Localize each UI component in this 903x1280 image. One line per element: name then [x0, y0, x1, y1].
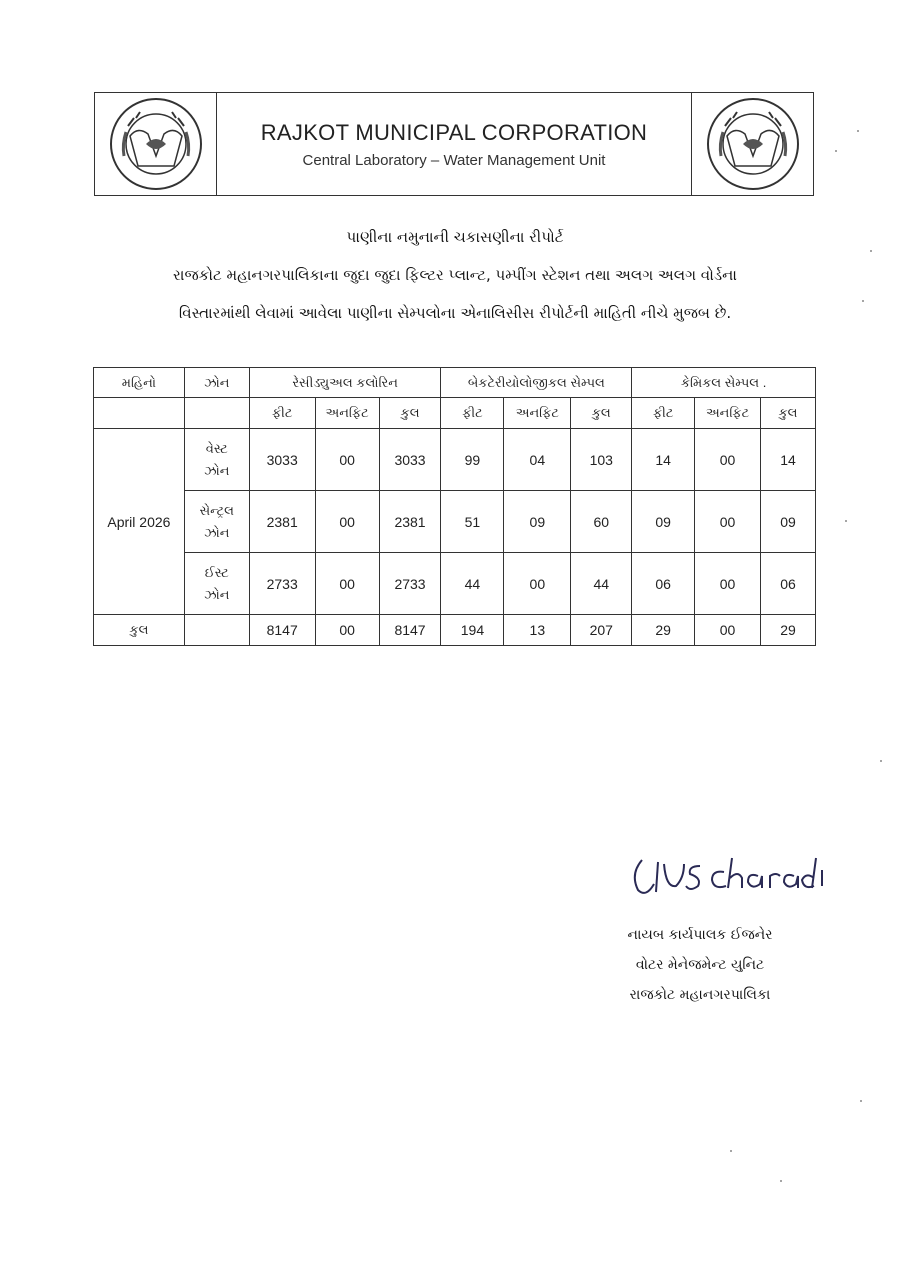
subheader-fit: ફીટ	[249, 398, 315, 429]
zone-name-line-1: વેસ્ટ	[205, 440, 228, 456]
organization: રાજકોટ મહાનગરપાલિકા	[629, 987, 771, 1003]
zone-cell	[184, 553, 249, 615]
value-cell: 00	[504, 553, 571, 615]
report-description-line-2: વિસ્તારમાંથી લેવામાં આવેલા પાણીના સેમ્પલોના એનાલિસીસ રીપોર્ટની માહિતી નીચે મુજબ છે.	[178, 304, 732, 322]
total-cell: 207	[571, 615, 632, 646]
total-cell: 8147	[379, 615, 441, 646]
table-row	[94, 429, 816, 491]
value-cell: 00	[315, 491, 379, 553]
letterhead-title	[217, 93, 691, 195]
subheader-total: કુલ	[571, 398, 632, 429]
total-cell: 13	[504, 615, 571, 646]
value-cell: 51	[441, 491, 504, 553]
water-sample-table	[93, 367, 816, 646]
value-cell: 44	[441, 553, 504, 615]
value-cell: 2733	[249, 553, 315, 615]
value-cell: 06	[761, 553, 816, 615]
logo-right-cell	[691, 93, 813, 195]
scan-speck	[880, 760, 882, 762]
scan-speck	[845, 520, 847, 522]
total-cell: 8147	[249, 615, 315, 646]
total-cell: 29	[761, 615, 816, 646]
value-cell: 00	[315, 429, 379, 491]
header-chemical: કેમિકલ સેમ્પલ .	[632, 368, 816, 398]
value-cell: 06	[632, 553, 695, 615]
report-description-line-1: રાજકોટ મહાનગરપાલિકાના જુદા જુદા ફિલ્ટર પ્લાન્ટ, પમ્પીંગ સ્ટેશન તથા અલગ અલગ વોર્ડના	[173, 266, 737, 284]
value-cell: 09	[632, 491, 695, 553]
table-header-row	[94, 368, 816, 398]
header-month: મહિનો	[94, 368, 185, 398]
header-residual-chlorine: રેસીડ્યુઅલ કલોરિન	[249, 368, 441, 398]
value-cell: 00	[695, 491, 761, 553]
zone-name-line-2: ઝોન	[204, 524, 230, 540]
scan-speck	[780, 1180, 782, 1182]
value-cell: 3033	[379, 429, 441, 491]
table-row	[94, 491, 816, 553]
scan-speck	[730, 1150, 732, 1152]
logo-left-cell	[95, 93, 217, 195]
scan-speck	[860, 1100, 862, 1102]
value-cell: 04	[504, 429, 571, 491]
value-cell: 14	[761, 429, 816, 491]
header-bacteriological: બેકટેરીયોલોજીકલ સેમ્પલ	[441, 368, 632, 398]
report-title: પાણીના નમુનાની ચકાસણીના રીપોર્ટ	[346, 228, 564, 246]
scan-speck	[857, 130, 859, 132]
table-row	[94, 553, 816, 615]
value-cell: 14	[632, 429, 695, 491]
zone-name-line-2: ઝોન	[204, 586, 230, 602]
subheader-empty	[184, 398, 249, 429]
subheader-unfit: અનફિટ	[315, 398, 379, 429]
value-cell: 99	[441, 429, 504, 491]
municipal-seal-icon	[108, 96, 204, 192]
subheader-fit: ફીટ	[441, 398, 504, 429]
scan-speck	[870, 250, 872, 252]
scan-speck	[835, 150, 837, 152]
subheader-total: કુલ	[761, 398, 816, 429]
header-zone: ઝોન	[184, 368, 249, 398]
total-cell: 00	[695, 615, 761, 646]
value-cell: 60	[571, 491, 632, 553]
total-empty	[184, 615, 249, 646]
value-cell: 09	[761, 491, 816, 553]
subheader-empty	[94, 398, 185, 429]
table-total-row	[94, 615, 816, 646]
department: વોટર મેનેજમેન્ટ યુનિટ	[635, 957, 765, 973]
letterhead	[94, 92, 814, 196]
subheader-total: કુલ	[379, 398, 441, 429]
zone-name-line-1: ઈસ્ટ	[204, 564, 229, 580]
value-cell: 00	[695, 429, 761, 491]
subheader-unfit: અનફિટ	[695, 398, 761, 429]
total-label: કુલ	[94, 615, 185, 646]
organization-name: RAJKOT MUNICIPAL CORPORATION	[260, 119, 648, 145]
value-cell: 00	[695, 553, 761, 615]
municipal-seal-icon	[705, 96, 801, 192]
zone-name-line-1: સેન્ટ્રલ	[199, 502, 234, 518]
subheader-unfit: અનફિટ	[504, 398, 571, 429]
value-cell: 2381	[249, 491, 315, 553]
value-cell: 103	[571, 429, 632, 491]
zone-cell	[184, 491, 249, 553]
month-cell: April 2026	[94, 429, 185, 615]
scan-speck	[862, 300, 864, 302]
handwritten-signature	[628, 848, 828, 908]
subheader-fit: ફીટ	[632, 398, 695, 429]
value-cell: 2381	[379, 491, 441, 553]
designation: નાયબ કાર્યપાલક ઈજનેર	[627, 927, 773, 943]
table-subheader-row	[94, 398, 816, 429]
zone-cell	[184, 429, 249, 491]
value-cell: 2733	[379, 553, 441, 615]
value-cell: 09	[504, 491, 571, 553]
value-cell: 3033	[249, 429, 315, 491]
organization-subtitle: Central Laboratory – Water Management Unit	[302, 151, 606, 169]
value-cell: 00	[315, 553, 379, 615]
signature-block	[590, 920, 810, 1010]
total-cell: 00	[315, 615, 379, 646]
zone-name-line-2: ઝોન	[204, 462, 230, 478]
value-cell: 44	[571, 553, 632, 615]
total-cell: 194	[441, 615, 504, 646]
total-cell: 29	[632, 615, 695, 646]
